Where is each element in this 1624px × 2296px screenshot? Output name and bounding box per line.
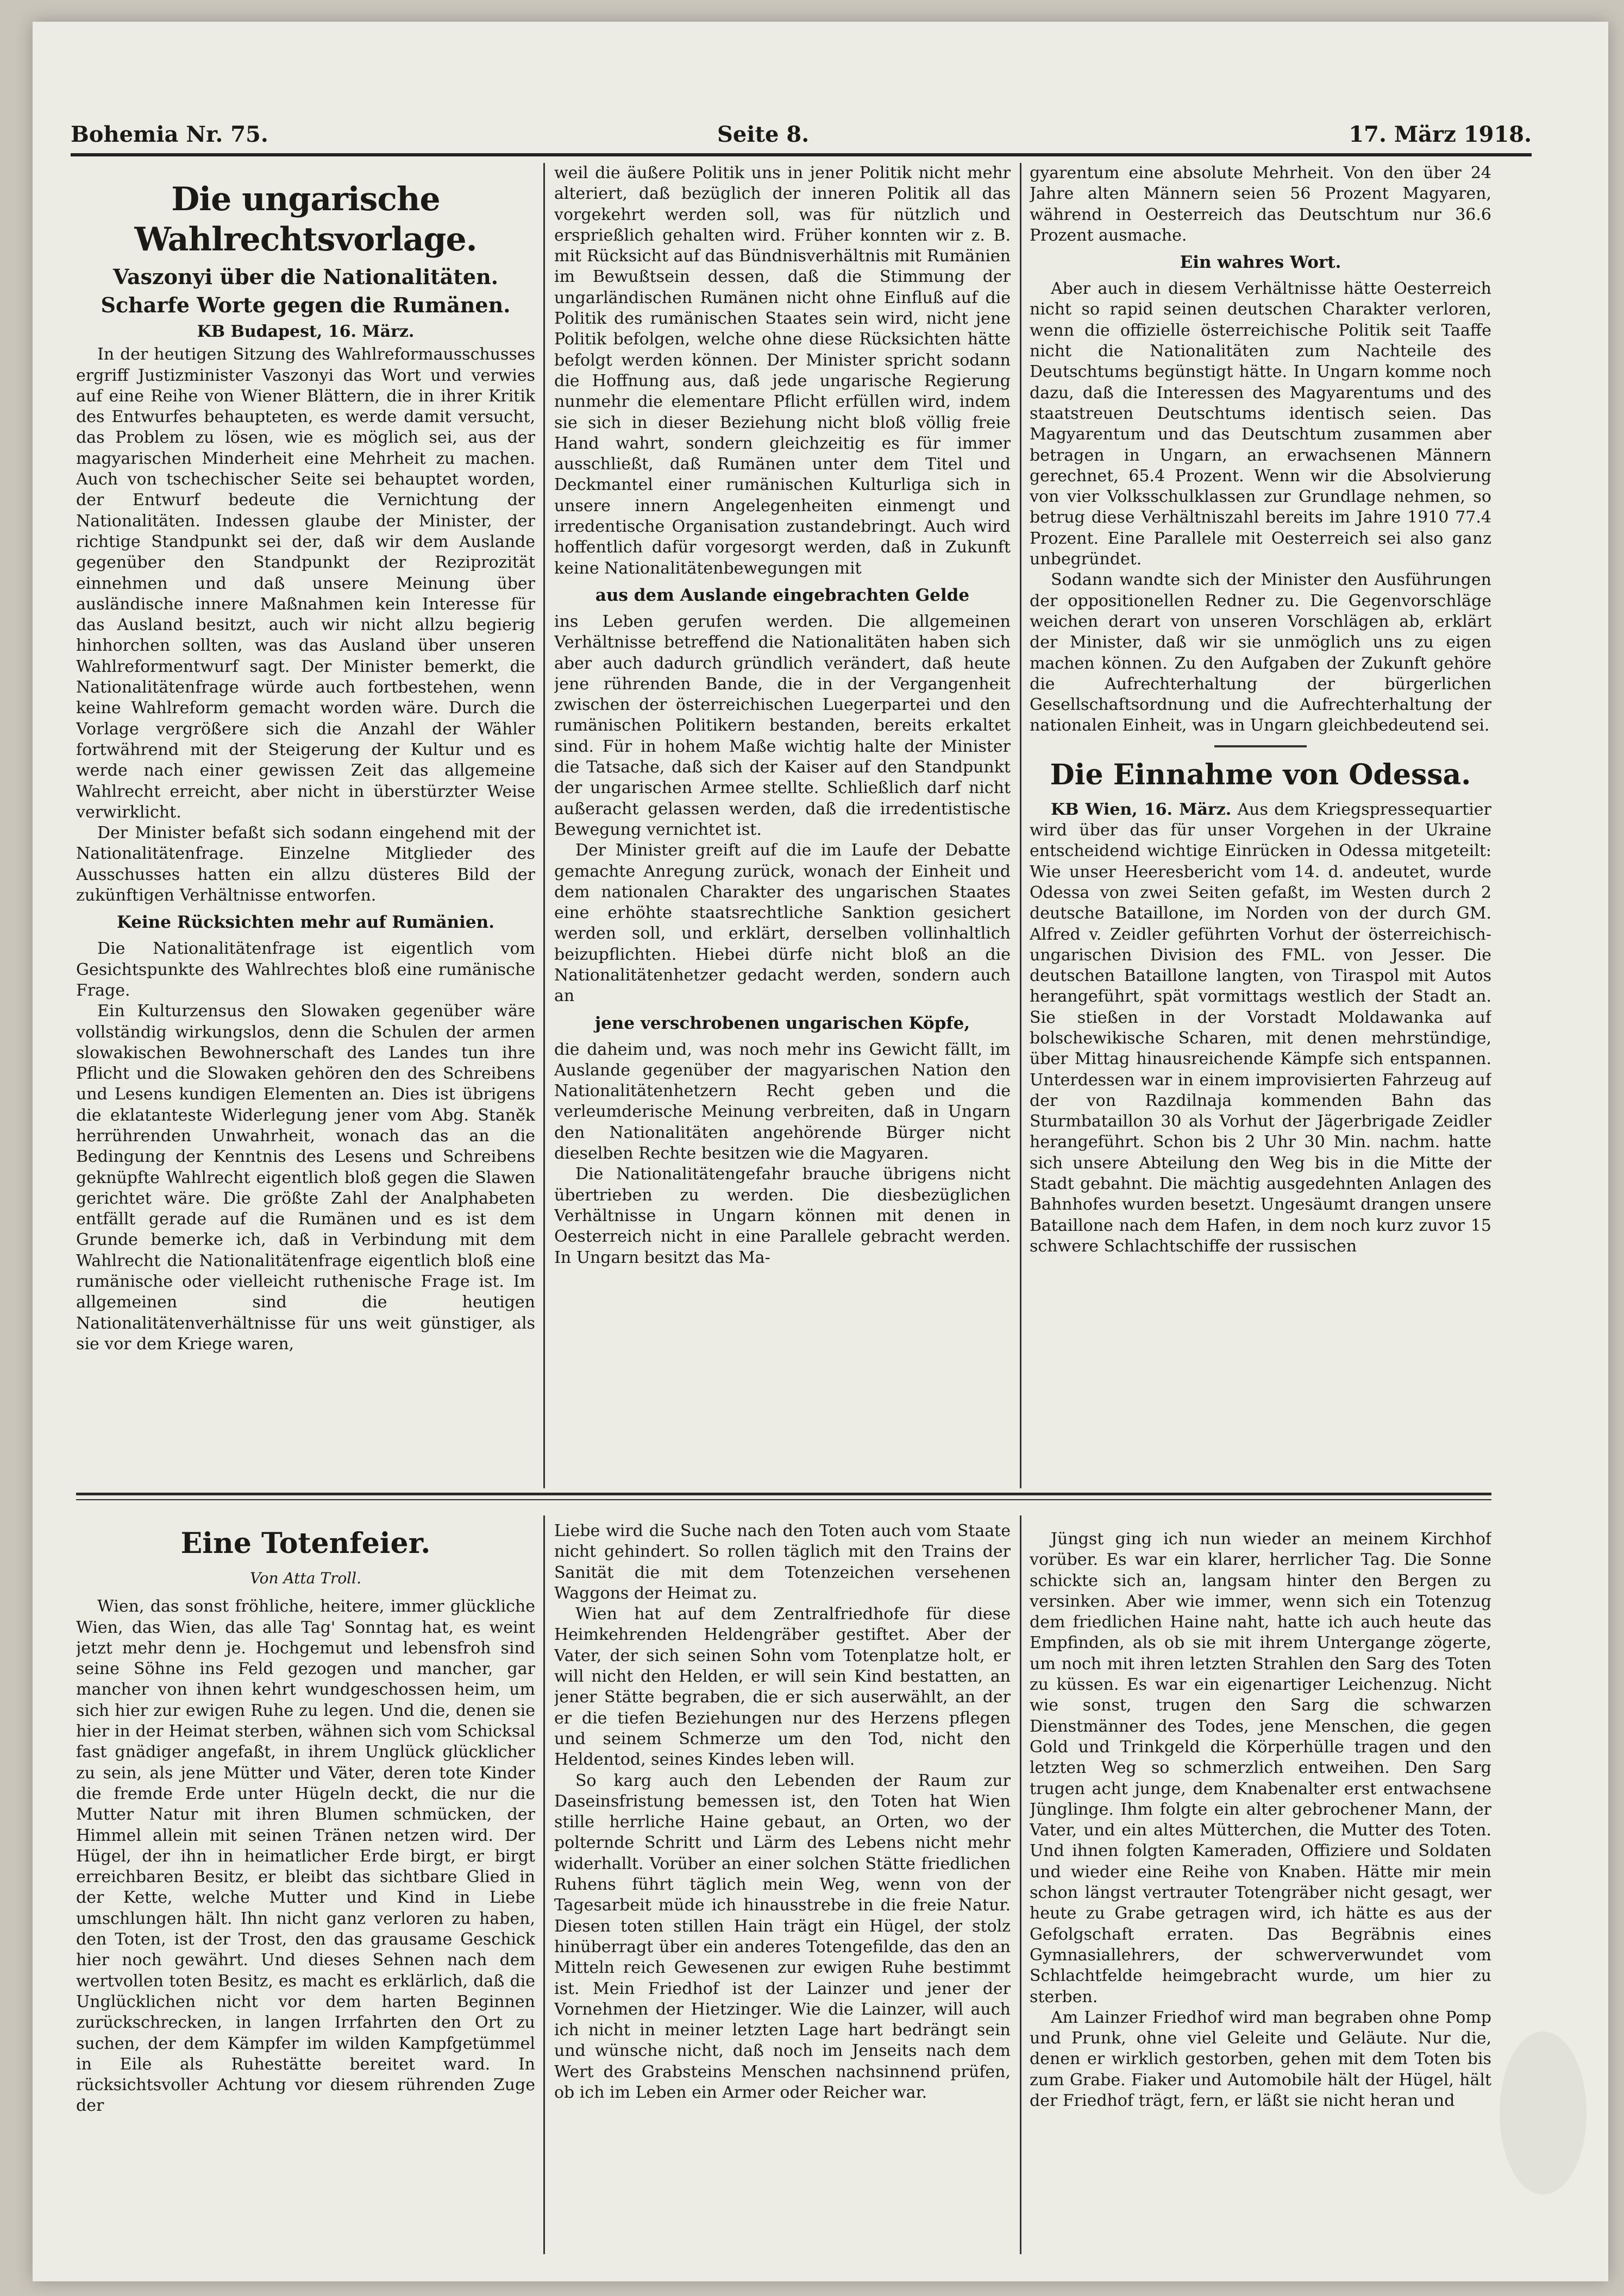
- paragraph: weil die äußere Politik uns in jener Politik nicht mehr alteriert, daß bezüglich der inneren Politik all das vorgekehrt werden soll, was für nützlich und ersprießlich gehalten wird. Früher konnten wir z. B. mit Rücksicht auf das Bündnisverhältnis mit Rumänien im Bewußtsein dessen, daß die Stimmung der ungarländischen Rumänen nicht ohne Einfluß auf die Politik des rumänischen Staates sein wird, nicht jene Politik befolgen, welche ohne diese Rücksichten hätte befolgt werden können. Der Minister spricht sodann die Hoffnung aus, daß jede ungarische Regierung nunmehr die elementare Pflicht erfüllen wird, indem sie sich in dieser Beziehung nicht bloß völlig freie Hand wahrt, sondern gleichzeitig es für immer ausschließt, daß Rumänen unter dem Titel und Deckmantel einer rumänischen Kulturliga sich in unsere innern Angelegenheiten einmengt und irredentische Organisation zustandebringt. Auch wird hoffentlich dafür vorgesorgt werden, daß in Zukunft keine Nationalitätenbewegungen mit: [554, 163, 1011, 578]
- column-3: [1030, 163, 1491, 1483]
- paragraph: Der Minister befaßt sich sodann eingehend mit der Nationalitätenfrage. Einzelne Mitglieder des Ausschusses hatten ein allzu düsteres Bild der zukünftigen Verhältnisse entworfen.: [76, 823, 535, 905]
- paragraph: Die Nationalitätengefahr brauche übrigens nicht übertrieben zu werden. Die diesbezüglichen Verhältnisse in Ungarn können mit denen in Oesterreich nicht in eine Parallele gebracht werden. In Ungarn besitzt das Ma-: [554, 1165, 1011, 1267]
- column-1: [76, 179, 535, 1461]
- paragraph: Liebe wird die Suche nach den Toten auch vom Staate nicht gehindert. So rollen täglich mit den Trains der Sanität die mit dem Totenzeichen versehenen Waggons der Heimat zu.: [554, 1521, 1011, 1603]
- dateline-text: KB Wien, 16. März.: [1051, 800, 1232, 819]
- column-2: [554, 163, 1011, 1488]
- paragraph: gyarentum eine absolute Mehrheit. Von den über 24 Jahre alten Männern seien 56 Prozent Magyaren, während in Oesterreich das Deutschtum nur 36.6 Prozent ausmache.: [1030, 163, 1491, 245]
- paragraph: Wien, das sonst fröhliche, heitere, immer glückliche Wien, das Wien, das alle Tag' Sonntag hat, es weint jetzt mehr denn je. Hochgemut und lebensfroh sind seine Söhne ins Feld gezogen und mancher, gar mancher von ihnen kehrt wundgeschossen heim, um sich hier zur ewigen Ruhe zu legen. Und die, denen sie hier in der Heimat sterben, wähnen sich vom Schicksal fast gnädiger angefaßt, in ihrem Unglück glücklicher zu sein, als jene Mütter und Väter, deren tote Kinder die fremde Erde unter Hügeln deckt, die nur die Mutter Natur mit ihren Blumen schmücken, der Himmel allein mit seinen Tränen netzen wird. Der Hügel, der ihn in heimatlicher Erde birgt, er birgt erreichbaren Besitz, er bleibt das sichtbare Glied in der Kette, welche Mutter und Kind in Liebe umschlungen hält. Ihn nicht ganz verloren zu haben, den Toten, ist der Trost, den das grausame Geschick hier noch gewährt. Und dieses Sehnen nach dem wertvollen toten Besitz, es macht es erklärlich, daß die Unglücklichen nicht vor dem harten Beginnen zurückschrecken, in langen Irrfahrten den Ort zu suchen, der dem Kämpfer im wilden Kampfgetümmel in Eile als Ruhestätte bereitet ward. In rücksichtsvoller Achtung vor diesem rührenden Zuge der: [76, 1597, 535, 2116]
- paragraph: So karg auch den Lebenden der Raum zur Daseinsfristung bemessen ist, den Toten hat Wien stille herrliche Haine gebaut, an Orten, wo der polternde Schritt und Lärm des Lebens nicht mehr widerhallt. Vorüber an einer solchen Stätte friedlichen Ruhens führt täglich mein Weg, wenn von der Tagesarbeit müde ich hinausstrebe in die freie Natur. Diesen toten stillen Hain trägt ein Hügel, der stolz hinüberragt über ein anderes Totengefilde, das den an Mitteln reich Gewesenen zur ewigen Ruhe bestimmt ist. Mein Friedhof ist der Lainzer und jener der Vornehmen der Hietzinger. Wie die Lainzer, will auch ich nicht in meiner letzten Lage hart bedrängt sein und wünsche nicht, daß noch im Jenseits nach dem Wert des Grabsteins Menschen nachsinnend prüfen, ob ich im Leben ein Armer oder Reicher war.: [554, 1771, 1011, 2103]
- column-rule: [1020, 1515, 1021, 2254]
- section-heading: aus dem Auslande eingebrachten Gelde: [595, 585, 970, 605]
- header-date: 17. März 1918.: [1349, 122, 1532, 147]
- article-divider: [1214, 745, 1307, 747]
- article-subtitle: Scharfe Worte gegen die Rumänen.: [101, 293, 511, 317]
- page-header: [71, 115, 1532, 156]
- paragraph: Jüngst ging ich nun wieder an meinem Kirchhof vorüber. Es war ein klarer, herrlicher Tag. Die Sonne schickte sich an, langsam hinter den Bergen zu versinken. Aber wie immer, wenn sich ein Totenzug dem friedlichen Haine naht, hatte ich auch heute das Empfinden, als ob sie mit ihrem Untergange zögerte, um noch mit ihren letzten Strahlen den Sarg des Toten zu küssen. Es war ein eigenartiger Leichenzug. Nicht wie sonst, trugen den Sarg die schwarzen Dienstmänner des Todes, jene Menschen, die gegen Gold und Trinkgeld die Körperhülle tragen und den letzten Weg so schmerzlich entweihen. Den Sarg trugen acht junge, dem Knabenalter erst entwachsene Jünglinge. Ihm folgte ein alter gebrochener Mann, der Vater, und ein altes Mütterchen, die Mutter des Toten. Und ihnen folgten Kameraden, Offiziere und Soldaten und wieder eine Reihe von Knaben. Hätte mir mein schon längst vertrauter Totengräber nicht gesagt, wer heute zu Grabe getragen wird, ich hätte es aus der Gefolgschaft erraten. Das Begräbnis eines Gymnasiallehrers, der schwerverwundet vom Schlachtfelde heimgebracht wurde, um hier zu sterben.: [1030, 1530, 1491, 2006]
- paper-stain: [1500, 2031, 1587, 2194]
- section-rule: [76, 1493, 1491, 1495]
- section-heading: Ein wahres Wort.: [1180, 253, 1341, 273]
- paragraph: Aber auch in diesem Verhältnisse hätte Oesterreich nicht so rapid seinen deutschen Charakter verloren, wenn die offizielle österreichische Politik seit Taaffe nicht die Nationalitäten zum Nachteile des Deutschtums begünstigt hätte. In Ungarn komme noch dazu, daß die Interessen des Magyarentums und des staatstreuen Deutschtums identisch seien. Das Magyarentum und das Deutschtum zusammen aber betragen in Ungarn, an erwachsenen Männern gerechnet, 65.4 Prozent. Wenn wir die Absolvierung von vier Volksschulklassen zur Grundlage nehmen, so betrug diese Verhältniszahl bereits im Jahre 1910 77.4 Prozent. Eine Parallele mit Oesterreich sei also ganz unbegründet.: [1030, 279, 1491, 569]
- article-subtitle: Vaszonyi über die Nationalitäten.: [113, 265, 498, 289]
- column-rule: [543, 163, 545, 1488]
- column-rule: [543, 1515, 545, 2254]
- column-6: [1030, 1529, 1491, 2251]
- feuilleton-title: Eine Totenfeier.: [180, 1527, 431, 1560]
- paragraph: Die Nationalitätenfrage ist eigentlich vom Gesichtspunkte des Wahlrechtes bloß eine rumänische Frage.: [76, 939, 535, 1000]
- paragraph: Sodann wandte sich der Minister den Ausführungen der oppositionellen Redner zu. Die Gegenvorschläge weichen derart von unseren Vorschlägen ab, erklärt der Minister, daß wir sie unmöglich uns zu eigen machen können. Zu den Aufgaben der Zukunft gehöre die Aufrechterhaltung der bürgerlichen Gesellschaftsordnung und die Aufrechterhaltung der nationalen Einheit, was in Ungarn gleichbedeutend sei.: [1030, 570, 1491, 735]
- header-page-number: Seite 8.: [717, 122, 810, 147]
- paragraph: ins Leben gerufen werden. Die allgemeinen Verhältnisse betreffend die Nationalitäten haben sich aber auch dadurch gründlich verändert, daß heute jene rührenden Bande, die in der Vergangenheit zwischen der österreichischen Luegerpartei und den rumänischen Politikern bestanden, bereits erkaltet sind. Für in hohem Maße wichtig halte der Minister die Tatsache, daß sich der Kaiser auf den Standpunkt der ungarischen Armee stellte. Schließlich darf nicht außeracht gelassen werden, daß die irredentistische Bewegung vernichtet ist.: [554, 612, 1011, 839]
- dateline: [76, 322, 535, 342]
- section-heading: jene verschrobenen ungarischen Köpfe,: [594, 1013, 970, 1033]
- byline: Von Atta Troll.: [250, 1569, 361, 1587]
- paragraph: Wien hat auf dem Zentralfriedhofe für diese Heimkehrenden Heldengräber gestiftet. Aber der Vater, der sich seinen Sohn vom Totenplatze holt, er will nicht den Helden, er will sein Kind bestatten, an jener Stätte begraben, die er sich auserwählt, an der er die tiefen Beziehungen nur des Herzens pflegen und seinem Schmerze um den Tod, nicht den Heldentod, seines Kindes leben will.: [554, 1605, 1011, 1770]
- paragraph: Am Lainzer Friedhof wird man begraben ohne Pomp und Prunk, ohne viel Geleite und Geläute. Nur die, denen er wirklich gestorben, gehen mit dem Toten bis zum Grabe. Fiaker und Automobile hält der Hügel, hält der Friedhof trägt, fern, er läßt sie nicht heran und: [1030, 2008, 1491, 2111]
- paragraph: In der heutigen Sitzung des Wahlreformausschusses ergriff Justizminister Vaszonyi das Wort und verwies auf eine Reihe von Wiener Blättern, die in ihrer Kritik des Entwurfes behaupteten, es werde damit versucht, das Problem zu lösen, wie es möglich sei, aus der magyarischen Minderheit eine Mehrheit zu machen. Auch von tschechischer Seite sei behauptet worden, der Entwurf bedeute die Vernichtung der Nationalitäten. Indessen glaube der Minister, der richtige Standpunkt sei der, daß wir dem Auslande gegenüber den Standpunkt der Reziprozität einnehmen und daß unsere Meinung über ausländische innere Maßnahmen kein Interesse für das Ausland besitzt, auch wir nicht allzu begierig hinhorchen sollten, was das Ausland über unseren Wahlreformentwurf sagt. Der Minister bemerkt, die Nationalitätenfrage würde auch fortbestehen, wenn keine Wahlreform gemacht worden wäre. Durch die Vorlage vergrößere sich die Anzahl der Wähler fortwährend mit der Steigerung der Kultur und es werde nach einer gewissen Zeit das allgemeine Wahlrecht erreicht, aber nicht in überstürzter Weise verwirklicht.: [76, 345, 535, 822]
- article-title-wahlrecht: Die ungarische Wahlrechtsvorlage.: [134, 180, 477, 259]
- column-4: [76, 1518, 535, 2246]
- dateline-text: KB Budapest, 16. März.: [197, 322, 415, 341]
- paragraph: Ein Kulturzensus den Slowaken gegenüber wäre vollständig wirkungslos, denn die Schulen der armen slowakischen Bewohnerschaft des Landes tun ihre Pflicht und die Slowaken gehören den des Schreibens und Lesens kundigen Elementen an. Dies ist übrigens die eklatanteste Widerlegung jener vom Abg. Staněk herrührenden Unwahrheit, wonach das an die Bedingung der Kenntnis des Lesens und Schreibens geknüpfte Wahlrecht eigentlich bloß gegen die Slawen gerichtet wäre. Die größte Zahl der Analphabeten entfällt gerade auf die Rumänen und es ist dem Grunde bemerke ich, daß in Verbindung mit dem Wahlrecht die Nationalitätenfrage eigentlich bloß eine rumänische oder vielleicht ruthenische Frage ist. Im allgemeinen sind die heutigen Nationalitätenverhältnisse für uns weit günstiger, als sie vor dem Kriege waren,: [76, 1002, 535, 1354]
- column-5: [554, 1521, 1011, 2249]
- column-rule: [1020, 163, 1021, 1488]
- article-title-odessa: Die Einnahme von Odessa.: [1050, 758, 1471, 791]
- paragraph: die daheim und, was noch mehr ins Gewicht fällt, im Auslande gegenüber der magyarischen Nation den Nationalitätenhetzern Recht geben und die verleumderische Meinung verbreiten, daß in Ungarn den Nationalitäten angehörende Bürger nicht dieselben Rechte besitzen wie die Magyaren.: [554, 1040, 1011, 1163]
- header-issue: Bohemia Nr. 75.: [71, 122, 268, 147]
- paragraph: Der Minister greift auf die im Laufe der Debatte gemachte Anregung zurück, wonach der Einheit und dem nationalen Charakter des ungarischen Staates eine erhöhte staatsrechtliche Sanktion gesichert werden soll, und erklärt, derselben vollinhaltlich beizupflichten. Hiebei dürfe nicht bloß an die Nationalitätenhetzer gedacht werden, sondern auch an: [554, 841, 1011, 1006]
- paragraph: Aus dem Kriegspressequartier wird über das für unser Vorgehen in der Ukraine entscheidend wichtige Einrücken in Odessa mitgeteilt: Wie unser Heeresbericht vom 14. d. andeutet, wurde Odessa von zwei Seiten gefaßt, im Westen durch 2 deutsche Bataillone, im Norden von der durch GM. Alfred v. Zeidler geführten Vorhut der österreichisch-ungarischen Division des FML. von Jesser. Die deutschen Bataillone langten, von Tiraspol mit Autos herangeführt, spät vormittags westlich der Stadt an. Sie stießen in der Vorstadt Moldawanka auf bolschewikische Scharen, mit denen mehrstündige, über Mittag hinausreichende Kämpfe sich entspannen. Unterdessen war in einem improvisierten Fahrzeug auf der von Razdilnaja kommenden Bahn das Sturmbataillon 30 als Vorhut der Jägerbrigade Zeidler herangeführt. Schon bis 2 Uhr 30 Min. nachm. hatte sich unsere Abteilung den Weg bis in die Mitte der Stadt gebahnt. Die mächtig ausgedehnten Anlagen des Bahnhofes wurden besetzt. Ungesäumt drangen unsere Bataillone nach dem Hafen, in dem noch kurz zuvor 15 schwere Schlachtschiffe der russischen: [1030, 800, 1491, 1256]
- section-rule-thin: [76, 1499, 1491, 1500]
- section-heading: Keine Rücksichten mehr auf Rumänien.: [117, 913, 494, 933]
